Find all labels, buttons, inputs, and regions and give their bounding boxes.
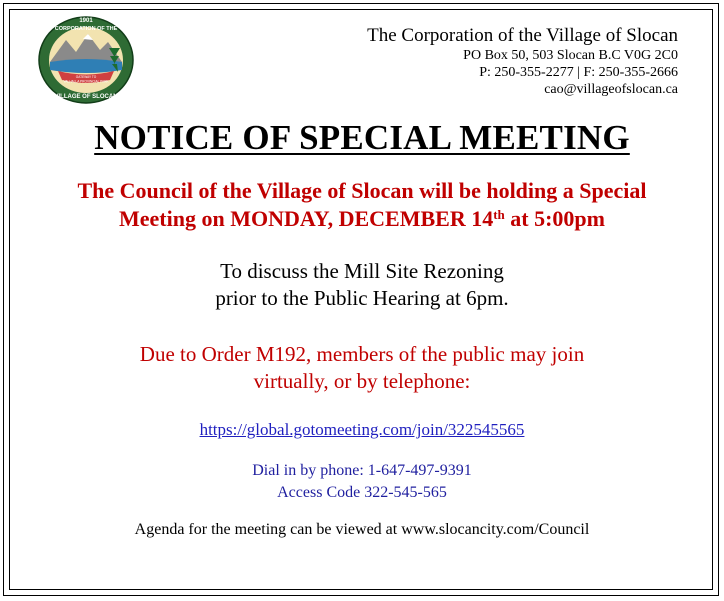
letterhead: [367, 26, 678, 97]
phone-fax: P: 250-355-2277 | F: 250-355-2666: [479, 65, 678, 80]
meeting-announcement: [0, 177, 724, 233]
agenda-note: Agenda for the meeting can be viewed at www.slocancity.com/Council: [134, 521, 590, 538]
access-code: Access Code 322-545-565: [277, 484, 447, 501]
logo-banner-line1: GATEWAY TO: [75, 75, 97, 79]
meeting-link-row: [0, 420, 724, 440]
logo-year: 1901: [79, 18, 93, 24]
logo-banner-line2: VALHALLA PROVINCIAL PARK: [63, 79, 109, 84]
purpose-line-2: prior to the Public Hearing at 6pm.: [215, 286, 509, 310]
notice-title: [0, 118, 724, 158]
announcement-time-text: at 5:00pm: [504, 206, 605, 231]
meeting-purpose: [0, 258, 724, 312]
logo-top-text: CORPORATION OF THE: [54, 26, 118, 32]
announcement-date-text: Meeting on MONDAY, DECEMBER 14: [119, 206, 494, 231]
announcement-line-1: The Council of the Village of Slocan will be holding a Special: [77, 178, 647, 203]
announcement-line-2: [0, 205, 724, 233]
org-name: The Corporation of the Village of Slocan: [367, 25, 678, 46]
order-line-2: virtually, or by telephone:: [253, 369, 471, 393]
email-address: cao@villageofslocan.ca: [544, 82, 678, 97]
village-logo: [36, 14, 136, 106]
public-access-notice: [0, 341, 724, 395]
notice-title-text: NOTICE OF SPECIAL MEETING: [94, 118, 630, 157]
order-line-1: Due to Order M192, members of the public may join: [139, 342, 585, 366]
meeting-link[interactable]: https://global.gotomeeting.com/join/322545565: [199, 420, 525, 439]
mailing-address: PO Box 50, 503 Slocan B.C V0G 2C0: [463, 48, 678, 63]
date-ordinal-suffix: th: [493, 207, 505, 222]
phone-access: [0, 460, 724, 504]
purpose-line-1: To discuss the Mill Site Rezoning: [220, 259, 504, 283]
logo-bottom-text: VILLAGE OF SLOCAN: [54, 94, 118, 100]
dial-in-number: Dial in by phone: 1-647-497-9391: [252, 462, 472, 479]
